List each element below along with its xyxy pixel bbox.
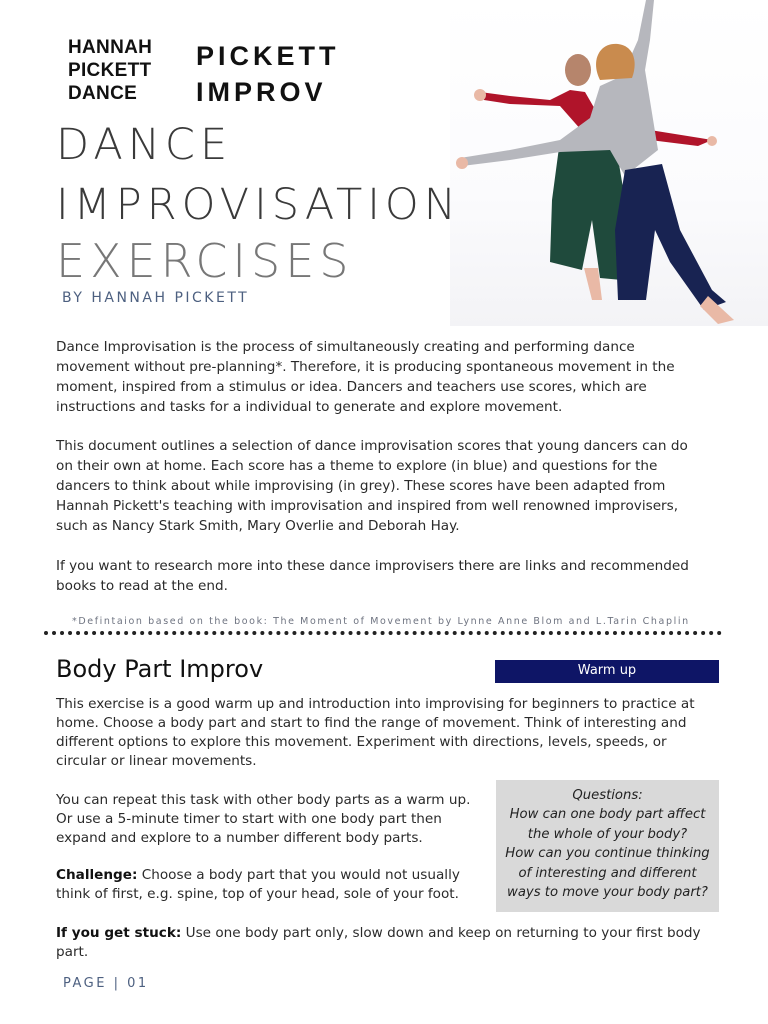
question-line: of interesting and different [518, 865, 697, 881]
challenge-text: Choose a body part that you would not usually think of first, e.g. spine, top of your head, sole of your foot. [56, 867, 460, 902]
logo-line: IMPROV [196, 77, 327, 107]
title-exercises: EXERCISES [56, 234, 354, 288]
title-dance: DANCE [56, 120, 233, 170]
questions-heading: Questions: [572, 788, 643, 803]
warm-up-tag: Warm up [495, 660, 719, 683]
intro-paragraph-2: This document outlines a selection of dance improvisation scores that young dancers can do on their own at home. Each score has a theme to explore (in blue) and questions for the dancers to think about while improvising (in grey). These scores have been adapted from Hannah Pickett's teaching with improvisation and inspired from well renowned improvisers, such as Nancy Stark Smith, Mary Overlie and Deborah Hay. [56, 438, 688, 534]
question-line: How can one body part affect [509, 807, 706, 823]
title-improvisation: IMPROVISATION [56, 180, 461, 230]
question-line: ways to move your body part? [507, 885, 708, 901]
intro-paragraph-1: Dance Improvisation is the process of simultaneously creating and performing dance movement without pre-planning*. Therefore, it is producing spontaneous movement in the moment, inspired from a stimulus or idea. Dancers and teachers use scores, which are instructions and tasks for a individual to generate and explore movement. [56, 339, 675, 415]
section-paragraph-2: You can repeat this task with other body parts as a warm up. Or use a 5-minute timer to start with one body part then expand and explore to a number different body parts. [56, 792, 471, 846]
byline: BY HANNAH PICKETT [62, 290, 250, 306]
intro-paragraph-3: If you want to research more into these dance improvisers there are links and recommended books to read at the end. [56, 558, 689, 594]
stuck-text: Use one body part only, slow down and keep on returning to your first body part. [56, 925, 701, 960]
stuck-paragraph [56, 924, 706, 962]
dotted-divider [44, 631, 722, 635]
stuck-label: If you get stuck: [56, 925, 182, 941]
logo-line: PICKETT [68, 60, 152, 81]
logo-line: HANNAH [68, 37, 153, 58]
question-line: How can you continue thinking [505, 846, 710, 862]
challenge-label: Challenge: [56, 867, 138, 883]
logo-line: DANCE [68, 83, 138, 104]
hannah-pickett-dance-logo [68, 36, 152, 105]
section-title: Body Part Improv [56, 655, 264, 683]
logo-line: PICKETT [196, 41, 340, 71]
dancers-photo [450, 0, 768, 326]
questions-box [496, 780, 719, 912]
section-paragraph-1: This exercise is a good warm up and introduction into improvising for beginners to practice at home. Choose a body part and start to find the range of movement. Think of interesting and different options to explore this movement. Experiment with directions, levels, speeds, or circular or linear movements. [56, 696, 695, 769]
page-number: PAGE | 01 [63, 976, 149, 991]
pickett-improv-logo [196, 38, 340, 110]
question-line: the whole of your body? [527, 826, 688, 842]
footnote: *Defintaion based on the book: The Moment of Movement by Lynne Anne Blom and L.Tarin Chaplin [72, 616, 690, 627]
challenge-paragraph [56, 866, 492, 904]
